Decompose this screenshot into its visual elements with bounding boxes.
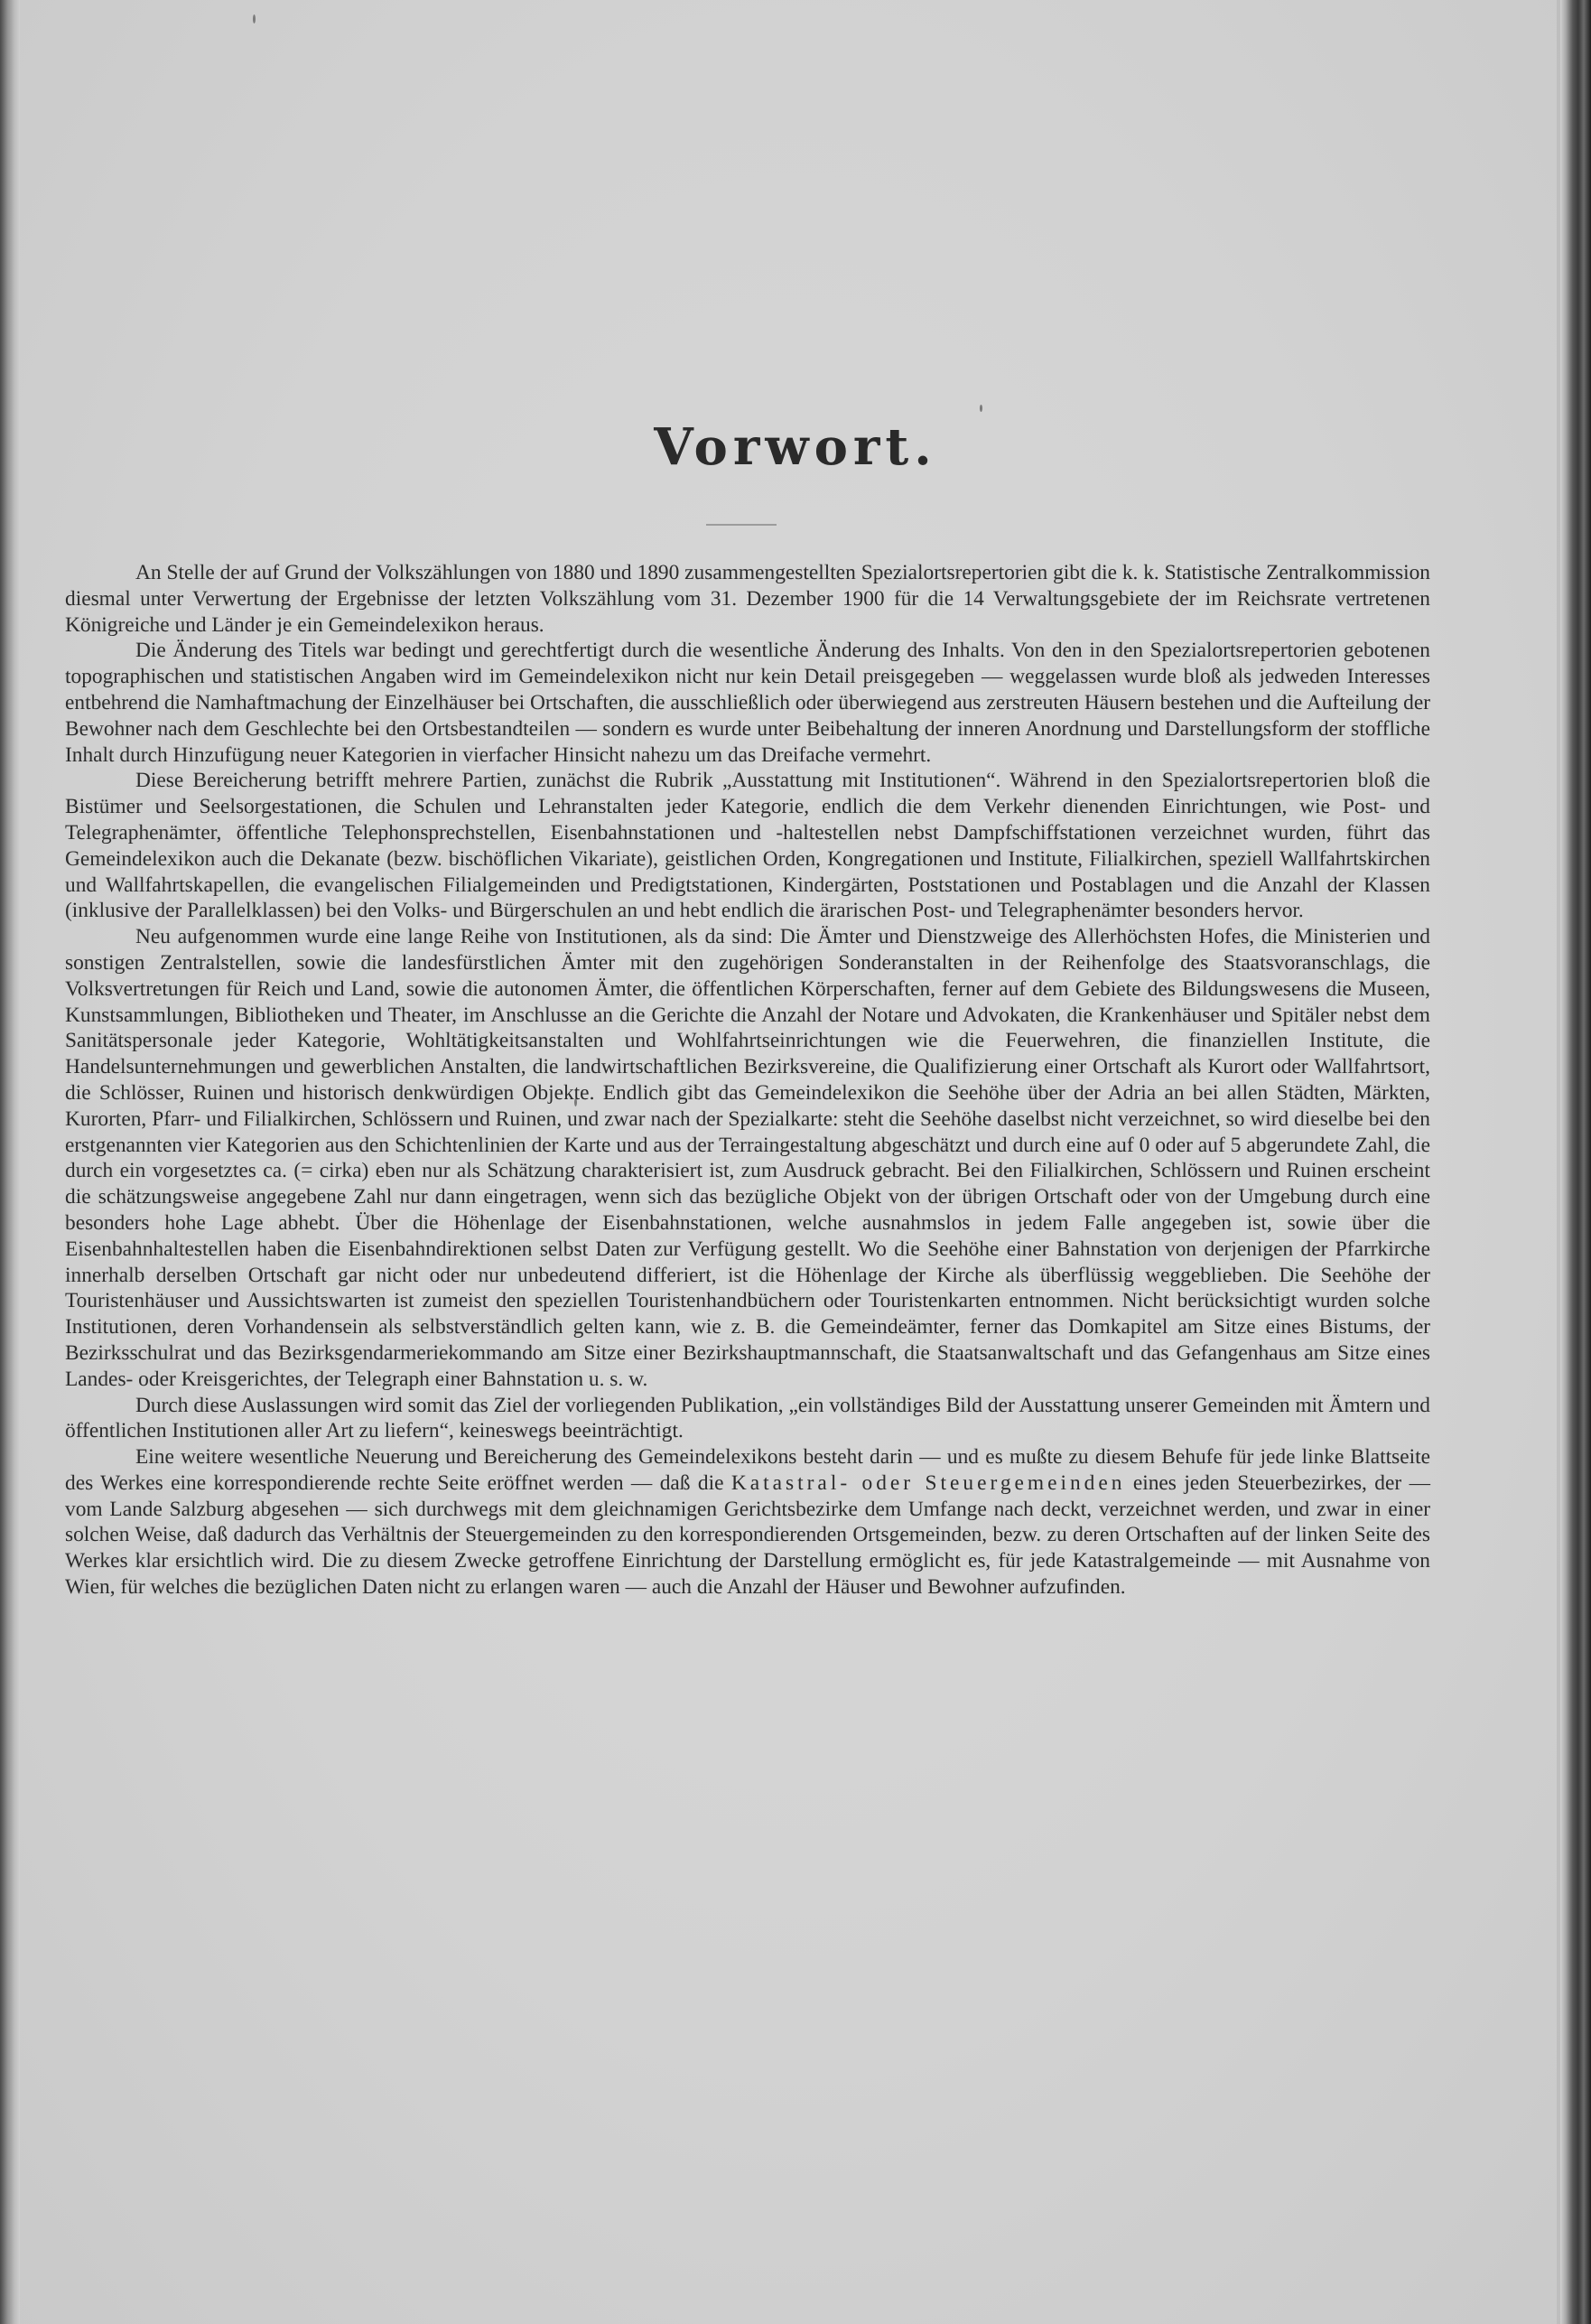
paragraph-1: An Stelle der auf Grund der Volkszählungen von 1880 und 1890 zusammengestellten Spezialortsrepertorien gibt die k. k. Statistische Zentralkommission diesmal unter Verwertung der Ergebnisse der letzten Volkszählung vom 31. Dezember 1900 für die 14 Verwaltungsgebiete der im Reichsrate vertretenen Königreiche und Länder je ein Gemeindelexikon heraus. xyxy=(65,561,1430,637)
paragraph-6 xyxy=(65,1444,1430,1601)
paragraph-5: Durch diese Auslassungen wird somit das Ziel der vorliegenden Publikation, „ein vollständiges Bild der Ausstattung unserer Gemeinden mit Ämtern und öffentlichen Institutionen aller Art zu liefern“, keineswegs beeinträchtigt. xyxy=(65,1393,1430,1443)
paper-speck xyxy=(253,14,256,23)
paragraph-2: Die Änderung des Titels war bedingt und gerechtfertigt durch die wesentliche Änderung des Inhalts. Von den in den Spezialortsrepertorien gebotenen topographischen und statistischen Angaben wird im Gemeindelexikon nicht nur kein Detail preisgegeben — weggelassen wurde bloß als jedweden Interesses entbehrend die Namhaftmachung der Einzelhäuser bei Ortschaften, die ausschließlich oder überwiegend aus zerstreuten Häusern bestehen und die Aufteilung der Bewohner nach dem Geschlechte bei den Ortsbestandteilen — sondern es wurde unter Beibehaltung der inneren Anordnung und Darstellungsform der stoffliche Inhalt durch Hinzufügung neuer Kategorien in vierfacher Hinsicht nahezu um das Dreifache vermehrt. xyxy=(65,639,1430,767)
preface-text xyxy=(65,560,1430,1601)
paper-speck xyxy=(980,405,982,412)
paragraph-4: Neu aufgenommen wurde eine lange Reihe von Institutionen, als da sind: Die Ämter und Dienstzweige des Allerhöchsten Hofes, die Ministerien und sonstigen Zentralstellen, sowie die landesfürstlichen Ämter mit den zugehörigen Sonderanstalten in der Reihenfolge des Staatsvoranschlags, die Volksvertretungen für Reich und Land, sowie die autonomen Ämter, die öffentlichen Körperschaften, ferner auf dem Gebiete des Bildungswesens die Museen, Kunstsammlungen, Bibliotheken und Theater, im Anschlusse an die Gerichte die Anzahl der Notare und Advokaten, die Krankenhäuser und Spitäler nebst dem Sanitätspersonale jeder Kategorie, Wohltätigkeitsanstalten und Wohlfahrtseinrichtungen wie die Feuerwehren, die finanziellen Institute, die Handelsunternehmungen und gewerblichen Anstalten, die landwirtschaftlichen Bezirksvereine, die Qualifizierung einer Ortschaft als Kurort oder Wallfahrtsort, die Schlösser, Ruinen und historisch denkwürdigen Objekte. Endlich gibt das Gemeindelexikon die Seehöhe über der Adria an bei allen Städten, Märkten, Kurorten, Pfarr- und Filialkirchen, Schlössern und Ruinen, und zwar nach der Spezialkarte: steht die Seehöhe daselbst nicht verzeichnet, so wird dieselbe bei den erstgenannten vier Kategorien aus den Schichtenlinien der Karte und aus der Terraingestaltung abgeschätzt und durch eine auf 0 oder auf 5 abgerundete Zahl, die durch ein vorgesetztes ca. (= cirka) eben nur als Schätzung charakterisiert ist, zum Ausdruck gebracht. Bei den Filialkirchen, Schlössern und Ruinen erscheint die schätzungsweise angegebene Zahl nur dann eingetragen, wenn sich das bezügliche Objekt von der übrigen Ortschaft oder von der Umgebung durch eine besonders hohe Lage abhebt. Über die Höhenlage der Eisenbahnstationen, welche ausnahmslos in jedem Falle angegeben ist, sowie über die Eisenbahnhaltestellen haben die Eisenbahndirektionen selbst Daten zur Verfügung gestellt. Wo die Seehöhe einer Bahnstation von derjenigen der Pfarrkirche innerhalb derselben Ortschaft gar nicht oder nur unbedeutend differiert, ist die Höhenlage der Kirche als überflüssig weggeblieben. Die Seehöhe der Touristenhäuser und Aussichtswarten ist zumeist den speziellen Touristenhandbüchern oder Touristenkarten entnommen. Nicht berücksichtigt wurden solche Institutionen, deren Vorhandensein als selbstverständlich gelten kann, wie z. B. die Gemeindeämter, ferner das Domkapitel am Sitze eines Bistums, der Bezirksschulrat und das Bezirksgendarmeriekommando am Sitze einer Bezirkshauptmannschaft, die Staatsanwaltschaft und das Gefangenhaus am Sitze eines Landes- oder Kreisgerichtes, der Telegraph einer Bahnstation u. s. w. xyxy=(65,925,1430,1391)
page-left-shadow xyxy=(0,0,20,2324)
page-right-binding xyxy=(1560,0,1591,2324)
paragraph-6-part-2: eines jeden Steuerbezirkes, der — vom Lande Salzburg abgesehen — sich durchwegs mit dem gleichnamigen Gerichtsbezirke dem Umfange nach deckt, verzeichnet werden, und zwar in einer solchen Weise, daß dadurch das Verhältnis der Steuergemeinden zu den korrespondierenden Ortsgemeinden, bezw. zu deren Ortschaften auf der linken Seite des Werkes klar ersichtlich wird. Die zu diesem Zwecke getroffene Einrichtung der Darstellung ermöglicht es, für jede Katastralgemeinde — mit Ausnahme von Wien, für welches die bezüglichen Daten nicht zu erlangen waren — auch die Anzahl der Häuser und Bewohner aufzufinden. xyxy=(65,1470,1430,1600)
emphasized-term: Katastral- oder Steuergemeinden xyxy=(730,1470,1126,1495)
page-title: Vorwort. xyxy=(654,417,937,477)
paragraph-6-part-1: Eine weitere wesentliche Neuerung und Bereicherung des Gemeindelexikons besteht darin — und es mußte zu diesem Behufe für jede linke Blattseite des Werkes eine korrespondierende rechte Seite eröffnet werden — daß die xyxy=(65,1445,1430,1495)
title-divider xyxy=(706,524,777,526)
paragraph-3: Diese Bereicherung betrifft mehrere Partien, zunächst die Rubrik „Ausstattung mit Institutionen“. Während in den Spezialortsrepertorien bloß die Bistümer und Seelsorgestationen, die Schulen und Lehranstalten jeder Kategorie, endlich die dem Verkehr dienenden Einrichtungen, wie Post- und Telegraphenämter, öffentliche Telephonsprechstellen, Eisenbahnstationen und -haltestellen nebst Dampfschiffstationen verzeichnet wurden, führt das Gemeindelexikon auch die Dekanate (bezw. bischöflichen Vikariate), geistlichen Orden, Kongregationen und Institute, Filialkirchen, speziell Wallfahrtskirchen und Wallfahrtskapellen, die evangelischen Filialgemeinden und Predigtstationen, Kindergärten, Poststationen und Postablagen und die Anzahl der Klassen (inklusive der Parallelklassen) bei den Volks- und Bürgerschulen an und hebt endlich die ärarischen Post- und Telegraphenämter besonders hervor. xyxy=(65,769,1430,923)
